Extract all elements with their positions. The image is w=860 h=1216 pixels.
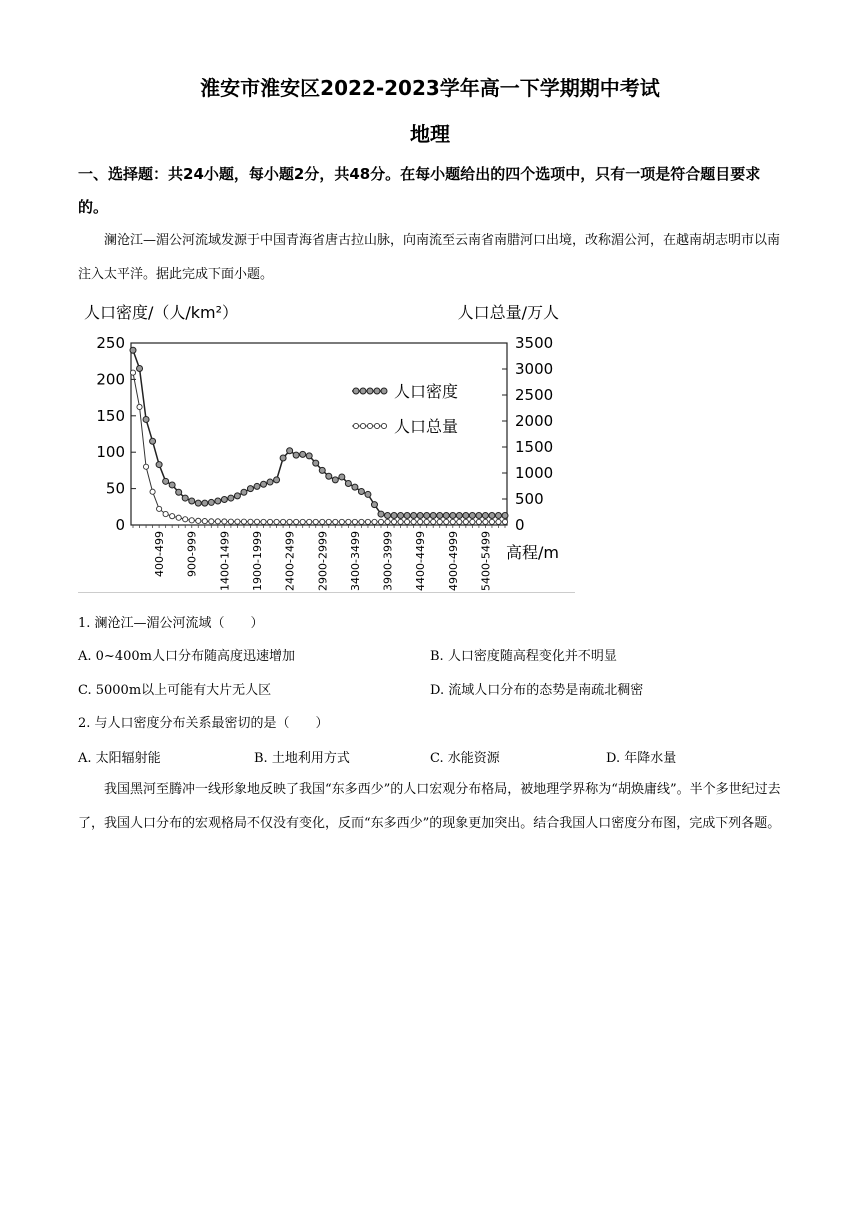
- density-point: [404, 513, 410, 519]
- density-point: [352, 484, 358, 490]
- total-point: [333, 519, 338, 524]
- density-point: [365, 491, 371, 497]
- x-tick-label: 1400-1499: [218, 531, 232, 591]
- x-tick-label: 2900-2999: [316, 531, 330, 591]
- density-point: [358, 489, 364, 495]
- total-point: [248, 519, 253, 524]
- legend-total-marker: [353, 423, 358, 428]
- total-point: [274, 519, 279, 524]
- q2-option-c: C. 水能资源: [430, 751, 500, 766]
- density-point: [495, 513, 501, 519]
- density-point: [202, 500, 208, 506]
- density-point: [391, 513, 397, 519]
- density-point: [163, 478, 169, 484]
- legend-density-marker: [374, 388, 380, 394]
- density-point: [130, 347, 136, 353]
- total-point: [222, 519, 227, 524]
- total-point: [398, 519, 403, 524]
- density-point: [476, 513, 482, 519]
- x-tick-label: 3400-3499: [348, 531, 362, 591]
- chart-legend: [352, 382, 458, 436]
- density-point: [208, 499, 214, 505]
- total-point: [170, 514, 175, 519]
- density-point: [319, 467, 325, 473]
- passage-lancang-mekong: 澜沧江—湄公河流域发源于中国青海省唐古拉山脉，向南流至云南省南腊河口出境，改称湄公河，在越南胡志明市以南注入太平洋。据此完成下面小题。: [78, 233, 781, 282]
- exam-title: 淮安市淮安区2022-2023学年高一下学期期中考试: [200, 76, 660, 100]
- density-point: [463, 513, 469, 519]
- total-point: [431, 519, 436, 524]
- legend-density-marker: [353, 388, 359, 394]
- density-point: [189, 498, 195, 504]
- left-tick-label: 50: [105, 479, 125, 498]
- density-point: [339, 474, 345, 480]
- population-elevation-chart: [78, 296, 562, 592]
- x-axis-label: 高程/m: [506, 543, 559, 562]
- total-point: [320, 519, 325, 524]
- density-point: [313, 460, 319, 466]
- density-point: [287, 448, 293, 454]
- left-tick-label: 100: [96, 443, 125, 462]
- x-tick-label: 4900-4999: [446, 531, 460, 591]
- q1-option-b: B. 人口密度随高程变化并不明显: [430, 649, 617, 664]
- x-tick-label: 400-499: [153, 531, 167, 577]
- right-tick-label: 1000: [515, 464, 554, 482]
- question-1-stem: 1. 澜沧江—湄公河流域（ ）: [78, 616, 264, 631]
- legend-density-marker: [360, 388, 366, 394]
- density-point: [215, 498, 221, 504]
- density-point: [411, 513, 417, 519]
- total-point: [483, 519, 488, 524]
- density-point: [261, 481, 267, 487]
- right-tick-label: 2500: [515, 386, 554, 404]
- chart-divider: [78, 592, 575, 593]
- density-point: [306, 453, 312, 459]
- left-tick-label: 0: [115, 516, 125, 534]
- section-heading: 一、选择题：共24小题，每小题2分，共48分。在每小题给出的四个选项中，只有一项是符合题目要求的。: [78, 165, 761, 216]
- total-point: [411, 519, 416, 524]
- density-point: [345, 481, 351, 487]
- total-point: [470, 519, 475, 524]
- x-tick-label: 3900-3999: [381, 531, 395, 591]
- total-point: [130, 370, 135, 375]
- density-point: [489, 513, 495, 519]
- density-point: [398, 513, 404, 519]
- density-point: [378, 511, 384, 517]
- total-point: [281, 519, 286, 524]
- total-point: [267, 519, 272, 524]
- density-point: [450, 513, 456, 519]
- density-point: [332, 477, 338, 483]
- total-point: [209, 519, 214, 524]
- total-point: [143, 464, 148, 469]
- density-point: [430, 513, 436, 519]
- total-point: [378, 519, 383, 524]
- density-point: [280, 455, 286, 461]
- q1-option-d: D. 流域人口分布的态势是南疏北稠密: [430, 683, 644, 698]
- q2-option-d: D. 年降水量: [606, 751, 677, 766]
- density-point: [482, 513, 488, 519]
- left-tick-label: 150: [96, 406, 125, 425]
- total-point: [150, 489, 155, 494]
- total-point: [365, 519, 370, 524]
- density-point: [150, 438, 156, 444]
- density-point: [293, 452, 299, 458]
- legend-density-marker: [367, 388, 373, 394]
- density-point: [137, 365, 143, 371]
- total-point: [157, 506, 162, 511]
- total-point: [313, 519, 318, 524]
- legend-total-marker: [367, 423, 372, 428]
- total-point: [215, 519, 220, 524]
- right-axis-label: 人口总量/万人: [457, 303, 559, 322]
- density-point: [241, 489, 247, 495]
- total-point: [176, 515, 181, 520]
- total-point: [326, 519, 331, 524]
- total-point: [385, 519, 390, 524]
- question-2-stem: 2. 与人口密度分布关系最密切的是（ ）: [78, 716, 329, 731]
- total-point: [463, 519, 468, 524]
- left-axis-label: 人口密度/（人/km²）: [84, 303, 239, 322]
- density-point: [385, 513, 391, 519]
- total-point: [346, 519, 351, 524]
- total-point: [137, 404, 142, 409]
- density-point: [371, 502, 377, 508]
- total-point: [261, 519, 266, 524]
- total-point: [359, 519, 364, 524]
- total-point: [444, 519, 449, 524]
- density-point: [176, 489, 182, 495]
- density-point: [169, 482, 175, 488]
- density-point: [443, 513, 449, 519]
- right-tick-label: 500: [515, 490, 544, 508]
- total-point: [352, 519, 357, 524]
- density-point: [234, 493, 240, 499]
- q2-option-a: A. 太阳辐射能: [78, 751, 161, 766]
- total-point: [241, 519, 246, 524]
- total-point: [287, 519, 292, 524]
- q1-option-a: A. 0~400m人口分布随高度迅速增加: [78, 649, 295, 664]
- density-point: [221, 497, 227, 503]
- legend-density-label: 人口密度: [394, 382, 459, 401]
- density-point: [456, 513, 462, 519]
- x-tick-label: 2400-2499: [283, 531, 297, 591]
- total-point: [300, 519, 305, 524]
- x-axis-ticks: [133, 525, 505, 591]
- total-point: [418, 519, 423, 524]
- total-point: [294, 519, 299, 524]
- total-point: [339, 519, 344, 524]
- density-point: [143, 416, 149, 422]
- density-point: [254, 483, 260, 489]
- total-point: [228, 519, 233, 524]
- density-point: [502, 513, 508, 519]
- right-tick-label: 3000: [515, 360, 554, 378]
- total-point: [307, 519, 312, 524]
- total-point: [502, 519, 507, 524]
- total-point: [489, 519, 494, 524]
- x-tick-label: 900-999: [185, 531, 199, 577]
- density-point: [424, 513, 430, 519]
- density-point: [195, 500, 201, 506]
- total-point: [450, 519, 455, 524]
- passage-hu-line: 我国黑河至腾冲一线形象地反映了我国“东多西少”的人口宏观分布格局，被地理学界称为“胡焕庸线”。半个多世纪过去了，我国人口分布的宏观格局不仅没有变化，反而“东多西少”的现象更加突出。结合我国人口密度分布图，完成下列各题。: [78, 782, 781, 831]
- x-tick-label: 1900-1999: [251, 531, 264, 591]
- density-point: [326, 473, 332, 479]
- total-point: [391, 519, 396, 524]
- left-tick-label: 200: [96, 370, 125, 389]
- legend-total-label: 人口总量: [394, 417, 459, 436]
- legend-density-marker: [381, 388, 387, 394]
- density-point: [274, 477, 280, 483]
- right-axis-ticks: [502, 334, 553, 534]
- total-point: [405, 519, 410, 524]
- total-point: [437, 519, 442, 524]
- total-point: [254, 519, 259, 524]
- total-point: [189, 518, 194, 523]
- legend-total-marker: [381, 423, 386, 428]
- right-tick-label: 2000: [515, 412, 554, 430]
- density-point: [228, 495, 234, 501]
- density-point: [247, 486, 253, 492]
- density-point: [300, 451, 306, 457]
- legend-total-marker: [360, 423, 365, 428]
- legend-total-marker: [374, 423, 379, 428]
- total-point: [196, 518, 201, 523]
- total-point: [372, 519, 377, 524]
- x-tick-label: 4400-4499: [414, 531, 428, 591]
- total-point: [424, 519, 429, 524]
- x-tick-label: 5400-5499: [479, 531, 493, 591]
- total-point: [457, 519, 462, 524]
- left-tick-label: 250: [96, 334, 125, 352]
- total-point: [235, 519, 240, 524]
- subject-title: 地理: [410, 122, 450, 146]
- right-tick-label: 1500: [515, 438, 554, 456]
- right-tick-label: 0: [515, 516, 525, 534]
- total-point: [163, 511, 168, 516]
- density-point: [417, 513, 423, 519]
- density-point: [437, 513, 443, 519]
- total-point: [476, 519, 481, 524]
- q1-option-c: C. 5000m以上可能有大片无人区: [78, 683, 272, 698]
- density-point: [156, 462, 162, 468]
- left-axis-ticks: [96, 334, 136, 534]
- total-point: [183, 517, 188, 522]
- density-point: [469, 513, 475, 519]
- total-point: [202, 519, 207, 524]
- right-tick-label: 3500: [515, 334, 554, 352]
- density-point: [267, 479, 273, 485]
- total-point: [496, 519, 501, 524]
- q2-option-b: B. 土地利用方式: [254, 751, 350, 766]
- density-point: [182, 495, 188, 501]
